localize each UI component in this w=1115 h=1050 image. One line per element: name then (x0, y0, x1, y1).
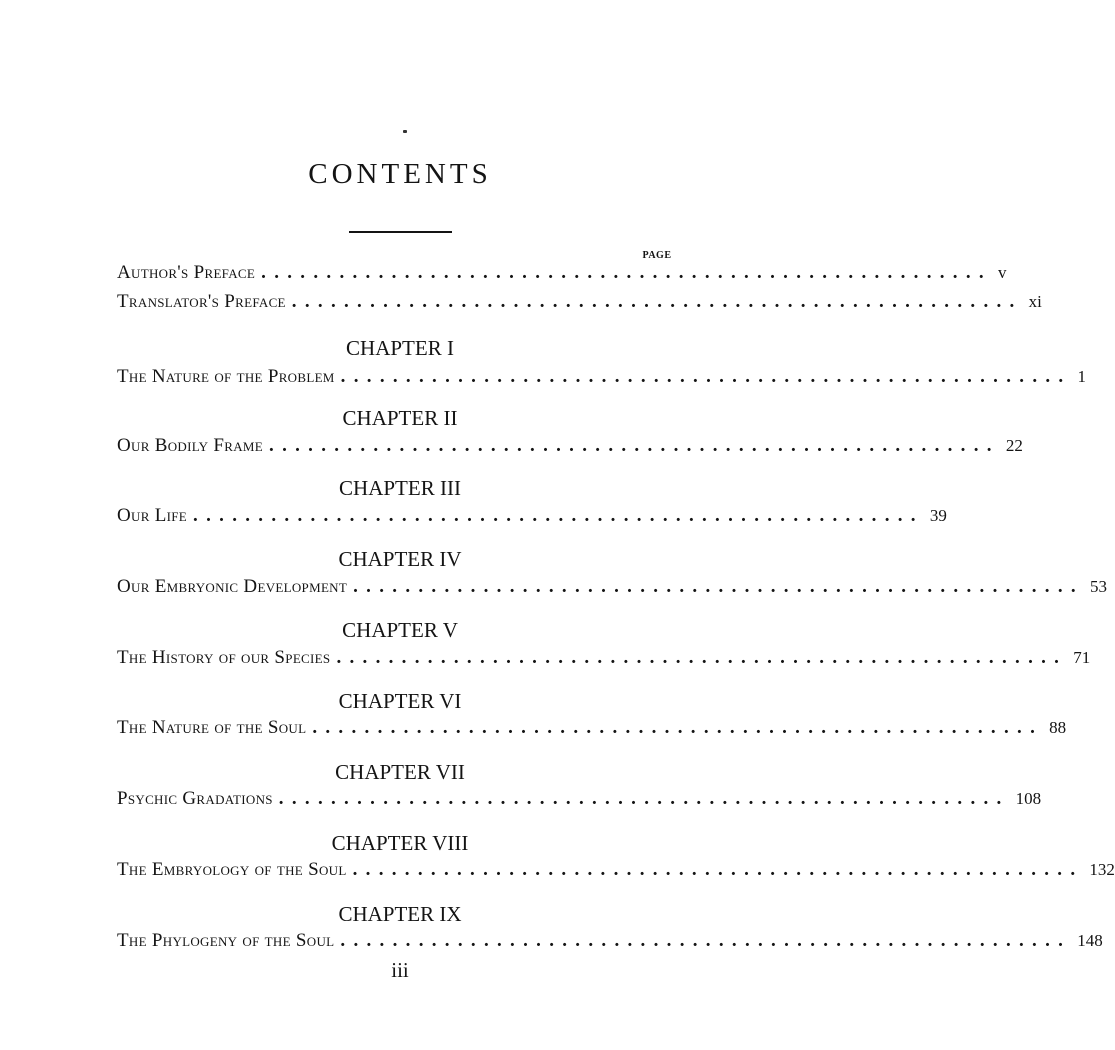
toc-entry-chapter-3 (117, 505, 947, 531)
entry-title: The Phylogeny of the Soul (117, 930, 335, 951)
dot-leader: ........................................................ (278, 788, 1010, 809)
toc-entry-chapter-9 (117, 930, 1103, 956)
chapter-heading: CHAPTER III (339, 476, 461, 500)
title-rule (349, 231, 452, 233)
chapter-heading: CHAPTER IX (338, 902, 462, 926)
entry-page: 1 (1077, 367, 1086, 386)
dot-leader: ........................................................ (269, 435, 1000, 456)
page-number: iii (391, 958, 409, 982)
chapter-heading: CHAPTER VI (338, 689, 462, 713)
entry-page: 22 (1005, 436, 1023, 455)
chapter-heading: CHAPTER VII (335, 760, 465, 784)
entry-title: Our Bodily Frame (117, 435, 264, 456)
entry-page: 108 (1015, 789, 1042, 808)
toc-entry-chapter-7 (117, 788, 1042, 814)
entry-page: 71 (1073, 648, 1091, 667)
chapter-heading: CHAPTER I (346, 336, 454, 360)
entry-title: Psychic Gradations (117, 788, 273, 809)
entry-page: 53 (1089, 577, 1107, 596)
entry-title: The Nature of the Soul (117, 717, 307, 738)
chapter-heading: CHAPTER VIII (331, 831, 469, 855)
entry-page: v (997, 263, 1007, 282)
entry-title: The Embryology of the Soul (117, 859, 347, 880)
entry-page: 39 (929, 506, 947, 525)
entry-title: Translator's Preface (117, 291, 286, 312)
toc-entry-chapter-1 (117, 366, 1086, 392)
dot-leader: ........................................................ (352, 859, 1084, 880)
dot-leader: ........................................................ (353, 576, 1084, 597)
toc-entry-chapter-2 (117, 435, 1023, 461)
entry-title: The Nature of the Problem (117, 366, 335, 387)
page-title: CONTENTS (308, 158, 492, 190)
entry-title: Our Life (117, 505, 188, 526)
toc-entry-chapter-5 (117, 647, 1091, 673)
dot-leader: ........................................................ (336, 647, 1068, 668)
dot-leader: ........................................................ (261, 262, 992, 283)
entry-page: 132 (1089, 860, 1115, 879)
entry-title: The History of our Species (117, 647, 331, 668)
page-column-label: PAGE (642, 250, 672, 261)
entry-page: xi (1028, 292, 1042, 311)
toc-entry-chapter-6 (117, 717, 1067, 743)
dot-leader: ........................................................ (193, 505, 924, 526)
entry-page: 88 (1049, 718, 1067, 737)
dot-leader: ........................................................ (312, 717, 1044, 738)
dot-leader: ........................................................ (340, 930, 1072, 951)
toc-entry-translators-preface (117, 291, 1042, 317)
entry-title: Our Embryonic Development (117, 576, 348, 597)
chapter-heading: CHAPTER IV (338, 547, 462, 571)
dot-leader: ........................................................ (291, 291, 1023, 312)
chapter-heading: CHAPTER II (342, 406, 458, 430)
chapter-heading: CHAPTER V (342, 618, 458, 642)
toc-entry-chapter-8 (117, 859, 1115, 885)
dot-leader: ........................................................ (340, 366, 1072, 387)
entry-page: 148 (1077, 931, 1103, 950)
toc-entry-chapter-4 (117, 576, 1107, 602)
ink-speck (403, 130, 407, 133)
entry-title: Author's Preface (117, 262, 256, 283)
toc-entry-authors-preface (117, 262, 1007, 288)
